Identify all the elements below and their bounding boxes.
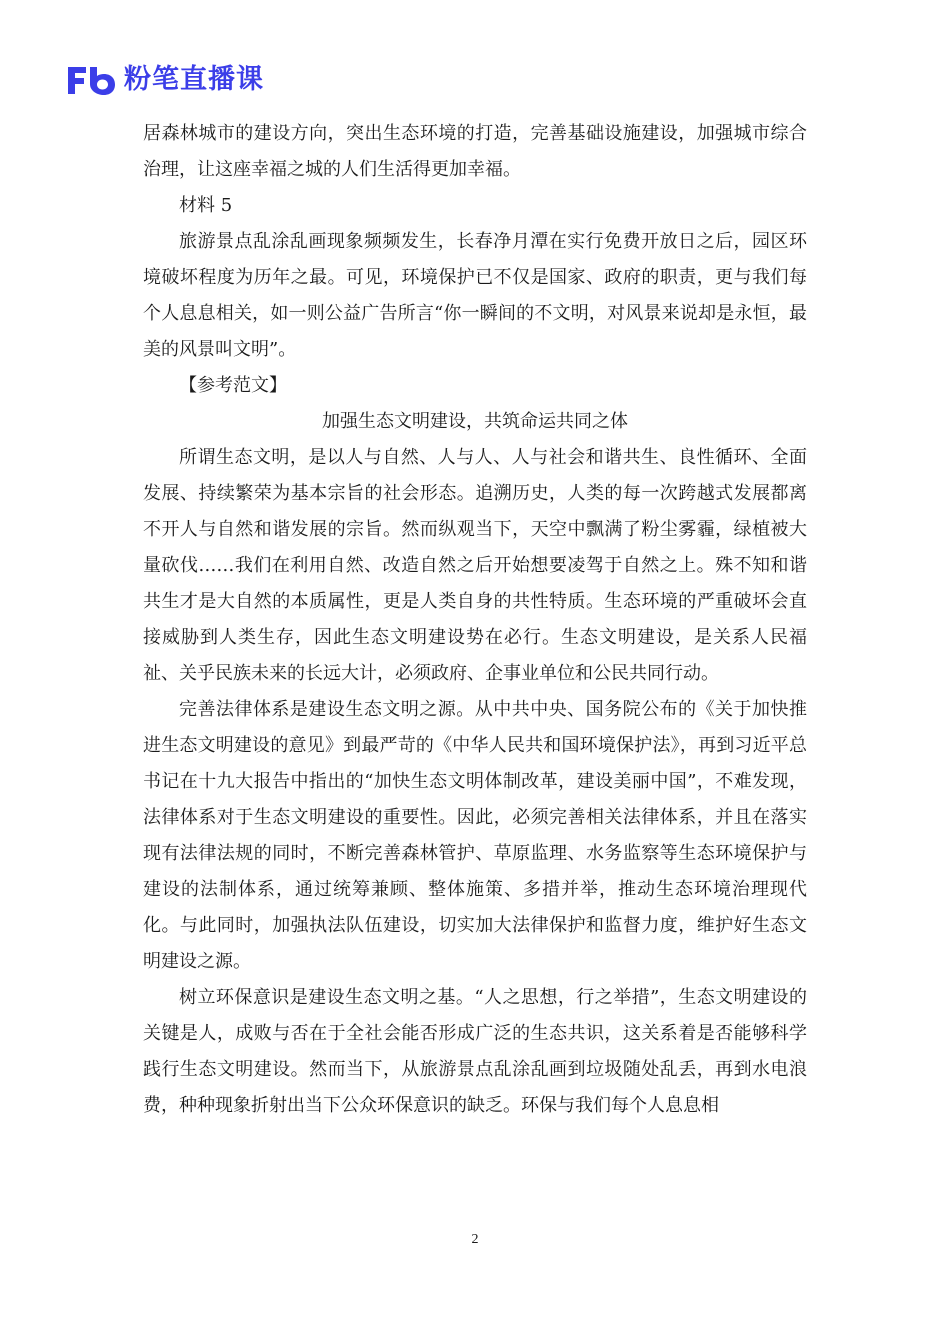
material-paragraph: 旅游景点乱涂乱画现象频频发生，长春净月潭在实行免费开放日之后，园区环境破坏程度为历年之最。可见，环境保护已不仅是国家、政府的职责，更与我们每个人息息相关，如一则公益广告所言“你一瞬间的不文明，对风景来说却是永恒，最美的风景叫文明”。	[143, 231, 807, 360]
essay-paragraph: 所谓生态文明，是以人与自然、人与人、人与社会和谐共生、良性循环、全面发展、持续繁荣为基本宗旨的社会形态。追溯历史，人类的每一次跨越式发展都离不开人与自然和谐发展的宗旨。然而纵观当下，天空中飘满了粉尘雾霾，绿植被大量砍伐……我们在利用自然、改造自然之后开始想要凌驾于自然之上。殊不知和谐共生才是大自然的本质属性，更是人类自身的共性特质。生态环境的严重破坏会直接威胁到人类生存，因此生态文明建设势在必行。生态文明建设，是关系人民福祉、关乎民族未来的长远大计，必须政府、企事业单位和公民共同行动。	[143, 447, 807, 684]
page-number: 2	[471, 1232, 479, 1247]
essay-paragraph: 树立环保意识是建设生态文明之基。“人之思想，行之举措”，生态文明建设的关键是人，成败与否在于全社会能否形成广泛的生态共识，这关系着是否能够科学践行生态文明建设。然而当下，从旅游景点乱涂乱画到垃圾随处乱丢，再到水电浪费，种种现象折射出当下公众环保意识的缺乏。环保与我们每个人息息相	[143, 987, 807, 1116]
continuation-paragraph: 居森林城市的建设方向，突出生态环境的打造，完善基础设施建设，加强城市综合治理，让这座幸福之城的人们生活得更加幸福。	[143, 123, 807, 180]
document-body	[143, 116, 807, 1124]
essay-paragraph: 完善法律体系是建设生态文明之源。从中共中央、国务院公布的《关于加快推进生态文明建设的意见》到最严苛的《中华人民共和国环境保护法》，再到习近平总书记在十九大报告中指出的“加快生态文明体制改革，建设美丽中国”，不难发现，法律体系对于生态文明建设的重要性。因此，必须完善相关法律体系，并且在落实现有法律法规的同时，不断完善森林管护、草原监理、水务监察等生态环境保护与建设的法制体系，通过统筹兼顾、整体施策、多措并举，推动生态环境治理现代化。与此同时，加强执法队伍建设，切实加大法律保护和监督力度，维护好生态文明建设之源。	[143, 699, 807, 972]
material-label: 材料 5	[179, 195, 233, 216]
essay-title: 加强生态文明建设，共筑命运共同之体	[322, 411, 628, 432]
reference-label: 【参考范文】	[179, 375, 287, 396]
fenbi-logo-icon	[66, 63, 118, 97]
header-logo	[66, 62, 264, 98]
logo-text: 粉笔直播课	[124, 64, 264, 95]
